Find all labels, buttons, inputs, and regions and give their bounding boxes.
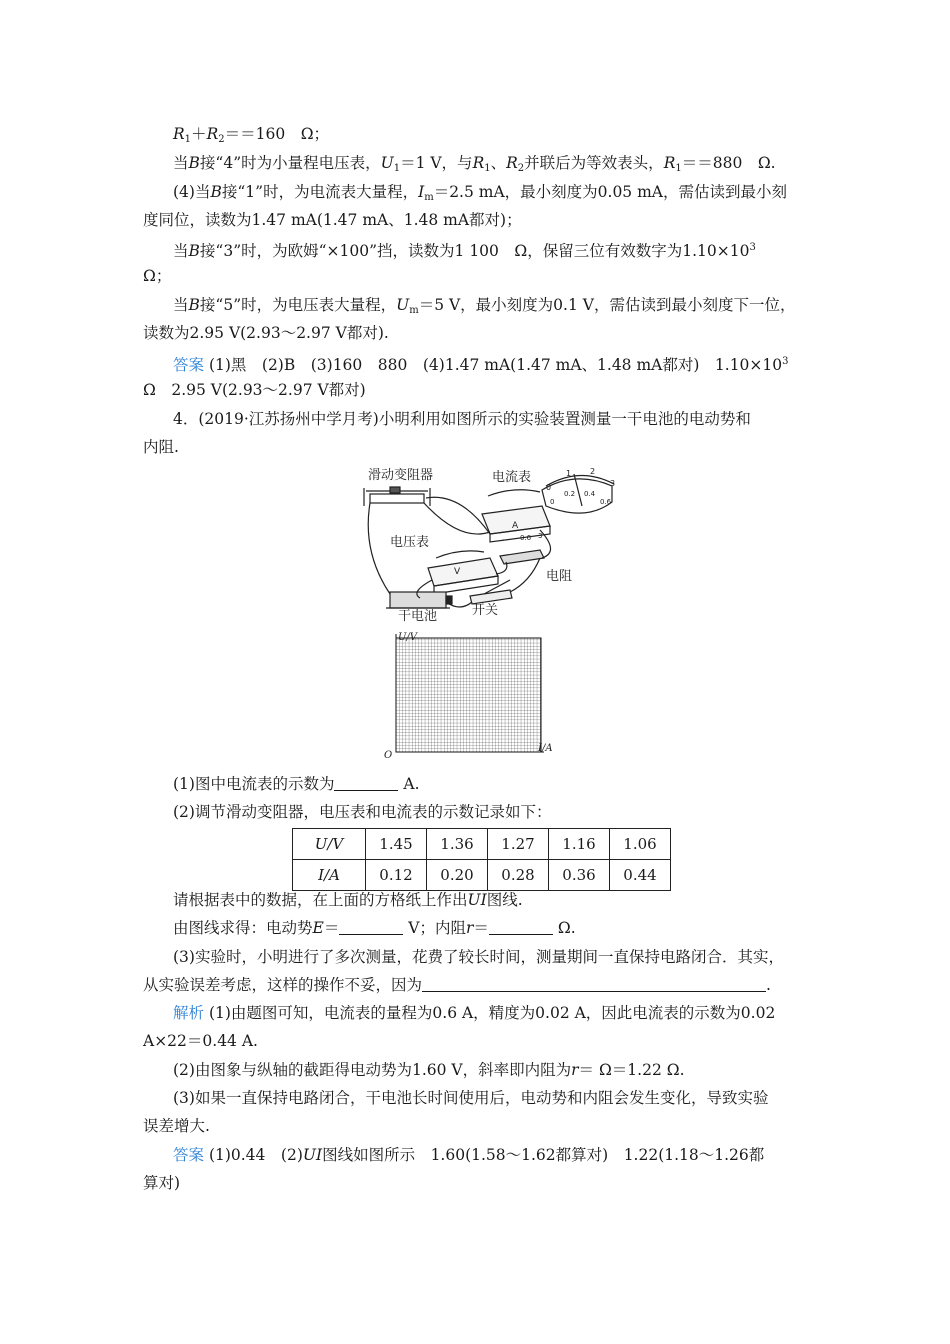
var-r: R <box>206 125 219 143</box>
sub: 1 <box>184 134 192 145</box>
var-b: B <box>188 242 200 260</box>
text: 当 <box>173 296 189 314</box>
var-r: R <box>472 154 485 172</box>
var-r: R <box>173 125 185 143</box>
text: 并联后为等效表头， <box>524 154 664 172</box>
final-answer <box>173 1145 764 1165</box>
dial-tick-bottom: 0.2 <box>564 490 576 498</box>
table-cell: 0.12 <box>366 860 427 891</box>
text: (1)图中电流表的示数为 <box>173 775 335 793</box>
var-r: R <box>506 154 518 172</box>
table-cell: 1.06 <box>610 829 671 860</box>
line-b5 <box>173 295 795 321</box>
text: ＝ Ω＝1.22 Ω. <box>578 1061 685 1079</box>
data-table <box>292 828 671 891</box>
rheostat-label: 滑动变阻器 <box>368 468 434 483</box>
var-u: U <box>467 891 481 909</box>
q3: (3)实验时，小明进行了多次测量，花费了较长时间，测量期间一直保持电路闭合．其实， <box>173 948 784 966</box>
var-r: r <box>465 919 474 937</box>
var-i: I <box>480 891 487 909</box>
text: ＋ <box>191 125 207 143</box>
resistor-label: 电阻 <box>546 569 573 584</box>
emf-blank[interactable] <box>339 920 403 935</box>
q2-answer <box>173 918 576 938</box>
text: ＝＝880 Ω. <box>681 154 776 172</box>
q2-instruction <box>173 890 523 910</box>
var-i: I <box>418 183 425 201</box>
y-axis-label: U/V <box>398 632 418 643</box>
text: ＝5 V，最小刻度为0.1 V，需估读到最小刻度下一位， <box>418 296 796 314</box>
solution-3-cont: 误差增大. <box>143 1117 210 1135</box>
ammeter-terminal: 3 <box>538 532 543 540</box>
solution-1 <box>173 1003 775 1023</box>
answer-line <box>173 352 789 375</box>
rheostat-body <box>370 494 424 503</box>
text: (1)由题图可知，电流表的量程为0.6 A，精度为0.02 A，因此电流表的示数为0.02 <box>204 1004 776 1022</box>
text: (1)黑 (2)B (3)160 880 (4)1.47 mA(1.47 mA、1.48 mA都对) 1.10×10 <box>204 356 783 374</box>
text: ＝ <box>473 919 489 937</box>
solution-2 <box>173 1060 685 1080</box>
sub: 2 <box>517 163 525 174</box>
line-b4 <box>173 153 776 179</box>
q2: (2)调节滑动变阻器，电压表和电流表的示数记录如下： <box>173 803 552 821</box>
table-cell: 1.16 <box>549 829 610 860</box>
answer-blank[interactable] <box>334 776 398 791</box>
dial-tick-top: 1 <box>566 469 572 478</box>
text: 由图线求得：电动势 <box>173 919 313 937</box>
table-cell: 0.20 <box>427 860 488 891</box>
battery-label: 干电池 <box>398 609 438 622</box>
text: 当 <box>173 242 189 260</box>
var-b: B <box>210 183 222 201</box>
var-ui: UI <box>302 1146 323 1164</box>
text: A. <box>398 775 420 793</box>
sup: 3 <box>782 356 789 367</box>
table-row <box>293 829 671 860</box>
answer-tag: 答案 <box>173 1146 205 1164</box>
text: 接“4”时为小量程电压表， <box>199 154 381 172</box>
sub: m <box>424 192 434 203</box>
sup: 3 <box>749 242 756 253</box>
x-axis-label: I/A <box>538 743 553 754</box>
q1 <box>173 774 420 794</box>
table-cell: 1.36 <box>427 829 488 860</box>
sub: 1 <box>484 163 491 174</box>
table-cell: 0.28 <box>488 860 549 891</box>
voltmeter-label: 电压表 <box>390 535 430 550</box>
sub: 1 <box>393 163 401 174</box>
text: (4)当 <box>173 183 211 201</box>
origin-label: O <box>384 750 393 760</box>
text: 图线. <box>486 891 523 909</box>
sub: 2 <box>218 134 225 145</box>
text: V；内阻 <box>403 919 466 937</box>
text: . <box>766 976 771 994</box>
var-b: B <box>188 296 200 314</box>
dial-tick-bottom: 0.4 <box>584 490 596 498</box>
answer-line-2: Ω 2.95 V(2.93～2.97 V都对) <box>143 381 366 399</box>
question-4-cont: 内阻. <box>143 438 179 456</box>
ammeter-terminal: 0.6 <box>520 534 532 542</box>
sub: m <box>409 305 419 316</box>
table-cell: 1.27 <box>488 829 549 860</box>
var-r: R <box>663 154 676 172</box>
dial-tick-top: 2 <box>590 467 596 476</box>
switch-label: 开关 <box>472 603 499 618</box>
line-b3 <box>173 238 756 261</box>
var-b: B <box>188 154 200 172</box>
text: 从实验误差考虑，这样的操作不妥，因为 <box>143 976 423 994</box>
line-b1 <box>173 182 787 208</box>
var-r: r <box>571 1061 579 1079</box>
ammeter-label: 电流表 <box>492 470 532 485</box>
text: ＝＝160 Ω； <box>224 125 330 143</box>
line-reading-2: 读数为2.95 V(2.93～2.97 V都对). <box>143 324 389 342</box>
text: 接“5”时，为电压表大量程， <box>199 296 397 314</box>
circuit-figure <box>360 462 622 622</box>
var-u: U <box>380 154 394 172</box>
q3-cont <box>143 975 771 995</box>
question-4: 4．(2019·江苏扬州中学月考)小明利用如图所示的实验装置测量一干电池的电动势和 <box>173 410 751 428</box>
line-ohm: Ω； <box>143 267 172 285</box>
line-r1-r2 <box>173 124 329 150</box>
text: 接“1”时，为电流表大量程， <box>221 183 419 201</box>
table-cell: 0.36 <box>549 860 610 891</box>
answer-tag: 答案 <box>173 356 205 374</box>
table-row-label: U/V <box>293 829 366 860</box>
var-u: U <box>396 296 410 314</box>
text: (1)0.44 (2) <box>204 1146 303 1164</box>
table-cell: 1.45 <box>366 829 427 860</box>
text: ＝ <box>323 919 340 937</box>
final-answer-cont: 算对) <box>143 1174 181 1192</box>
text: ＝1 V，与 <box>400 154 473 172</box>
ammeter-terminal: - <box>502 536 505 544</box>
line-reading: 度同位，读数为1.47 mA(1.47 mA、1.48 mA都对)； <box>143 211 522 229</box>
table-cell: 0.44 <box>610 860 671 891</box>
voltmeter-v-label: V <box>454 567 461 577</box>
graph-paper <box>380 630 560 760</box>
table-row-label: I/A <box>293 860 366 891</box>
text: 当 <box>173 154 189 172</box>
ammeter-a-label: A <box>512 521 519 531</box>
dial-tick-top: 0 <box>546 483 552 492</box>
text: 请根据表中的数据，在上面的方格纸上作出 <box>173 891 468 909</box>
solution-3: (3)如果一直保持电路闭合，干电池长时间使用后，电动势和内阻会发生变化，导致实验 <box>173 1089 769 1107</box>
text: 图线如图所示 1.60(1.58～1.62都算对) 1.22(1.18～1.26都 <box>322 1146 765 1164</box>
dial-tick-bottom: 0 <box>550 498 555 506</box>
var-e: E <box>312 919 324 937</box>
solution-1-cont: A×22＝0.44 A. <box>143 1032 258 1050</box>
table-row <box>293 860 671 891</box>
sub: 1 <box>675 163 682 174</box>
text: Ω. <box>552 919 576 937</box>
solution-tag: 解析 <box>173 1004 205 1022</box>
text: 、 <box>490 154 507 172</box>
dial-tick-bottom: 0.6 <box>600 498 612 506</box>
text: ＝2.5 mA，最小刻度为0.05 mA，需估读到最小刻 <box>433 183 787 201</box>
reason-blank[interactable] <box>422 977 766 992</box>
resistance-blank[interactable] <box>489 920 553 935</box>
grid-area <box>396 638 541 752</box>
text: (2)由图象与纵轴的截距得电动势为1.60 V，斜率即内阻为 <box>173 1061 572 1079</box>
dial-tick-top: 3 <box>610 479 616 488</box>
text: 接“3”时，为欧姆“×100”挡，读数为1 100 Ω，保留三位有效数字为1.10×10 <box>199 242 750 260</box>
